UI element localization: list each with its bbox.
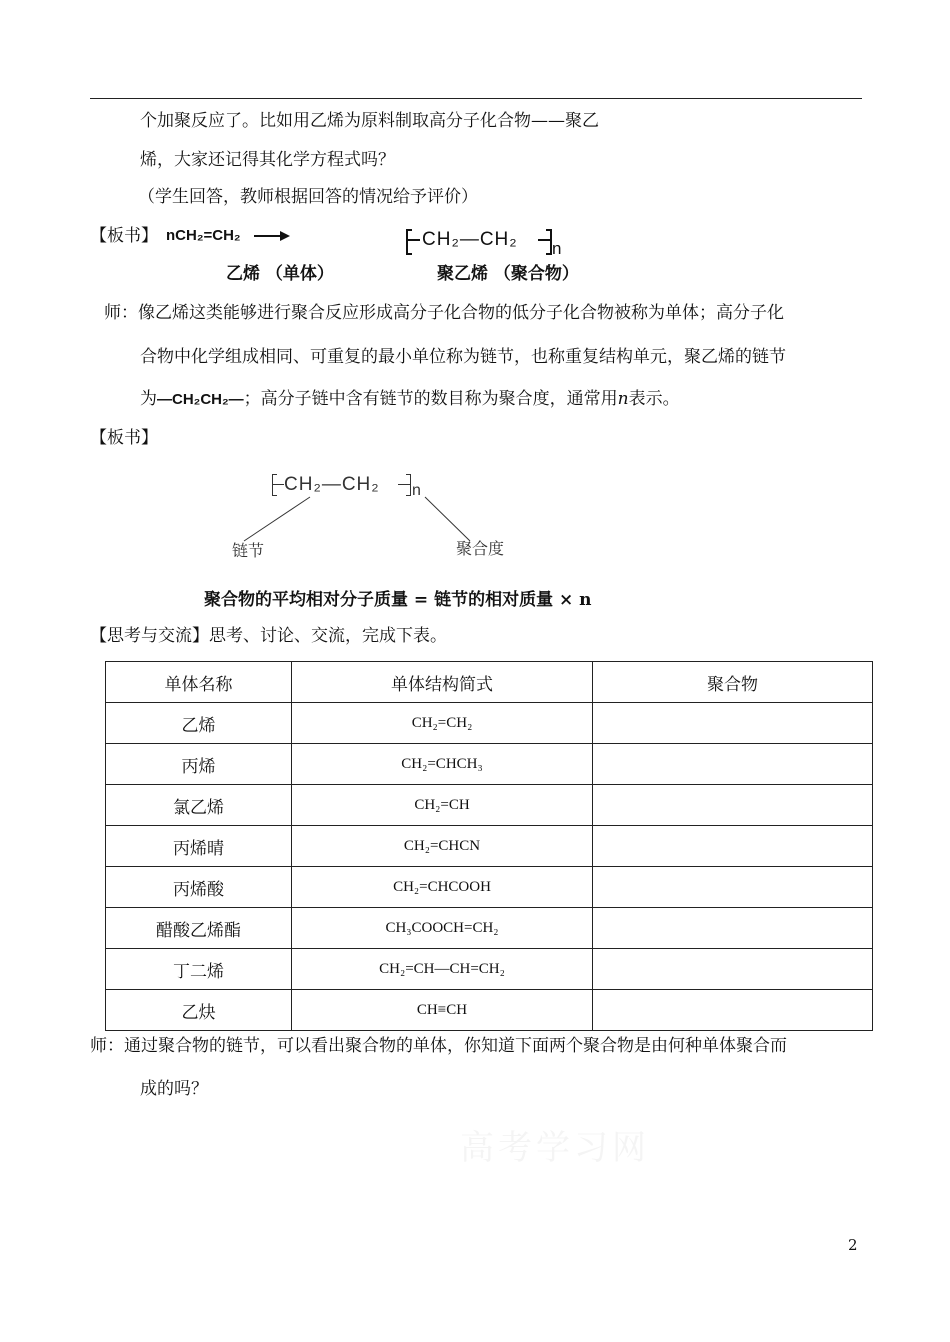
annotation-lines xyxy=(230,495,490,545)
watermark: 高考学习网 xyxy=(460,1128,650,1168)
left-bracket-icon xyxy=(272,474,277,496)
paragraph-line-2: 烯，大家还记得其化学方程式吗？ xyxy=(140,150,395,170)
table-row xyxy=(106,990,873,1031)
polymer-cell[interactable] xyxy=(593,826,873,867)
monomer-name-cell: 丙烯晴 xyxy=(106,826,292,867)
monomer-table xyxy=(105,661,873,1031)
monomer-name-cell: 乙炔 xyxy=(106,990,292,1031)
reaction-reactant: nCH₂=CH₂ xyxy=(166,227,241,244)
polymer-cell[interactable] xyxy=(593,785,873,826)
chain-link-label: 链节 xyxy=(232,541,265,560)
ethylene-label: 乙烯 （单体） xyxy=(226,264,334,284)
polymer-cell[interactable] xyxy=(593,867,873,908)
monomer-name-cell: 丙烯 xyxy=(106,744,292,785)
polymer-cell[interactable] xyxy=(593,703,873,744)
left-bond-icon xyxy=(406,239,420,241)
polymer-cell[interactable] xyxy=(593,990,873,1031)
table-row xyxy=(106,744,873,785)
degree-symbol: n xyxy=(412,482,421,499)
polymer-cell[interactable] xyxy=(593,744,873,785)
monomer-formula-cell: CH≡CH xyxy=(292,990,593,1031)
degree-label: 聚合度 xyxy=(456,539,505,558)
monomer-formula-cell: CH₂=CH—CH=CH₂ xyxy=(292,949,593,990)
teacher-line-2: 合物中化学组成相同、可重复的最小单位称为链节，也称重复结构单元，聚乙烯的链节 xyxy=(140,347,786,367)
header-polymer: 聚合物 xyxy=(593,662,873,703)
monomer-formula-cell: CH₂=CHCH₃ xyxy=(292,744,593,785)
teacher2-line-1: 师：通过聚合物的链节，可以看出聚合物的单体，你知道下面两个聚合物是由何种单体聚合而 xyxy=(90,1036,787,1056)
degree-symbol: n xyxy=(552,239,562,258)
table-header-row xyxy=(106,662,873,703)
monomer-formula-cell: CH₂=CH₂ xyxy=(292,703,593,744)
monomer-formula-cell: CH₂=CH xyxy=(292,785,593,826)
reaction-arrow-icon xyxy=(252,228,292,244)
left-bond-icon xyxy=(272,484,284,485)
monomer-name-cell: 丙烯酸 xyxy=(106,867,292,908)
page-number: 2 xyxy=(848,1236,858,1254)
table-row xyxy=(106,908,873,949)
table-row xyxy=(106,949,873,990)
header-monomer-formula: 单体结构简式 xyxy=(292,662,593,703)
teacher-line-3-middle: ；高分子链中含有链节的数目称为聚合度，通常用 xyxy=(243,389,618,409)
polyethylene-label: 聚乙烯 （聚合物） xyxy=(437,264,579,284)
board-label-1: 【板书】 xyxy=(90,226,158,246)
n-symbol: n xyxy=(617,389,629,409)
molecular-mass-formula: 聚合物的平均相对分子质量 = 链节的相对质量 × n xyxy=(204,590,592,610)
right-bracket-icon xyxy=(406,474,411,496)
monomer-formula-cell: CH₃COOCH=CH₂ xyxy=(292,908,593,949)
polymer-cell[interactable] xyxy=(593,908,873,949)
table-row xyxy=(106,826,873,867)
teacher-line-1: 师：像乙烯这类能够进行聚合反应形成高分子化合物的低分子化合物被称为单体；高分子化 xyxy=(104,303,784,323)
chain-unit-formula: —CH₂CH₂— xyxy=(157,391,244,408)
think-exchange-prompt: 【思考与交流】思考、讨论、交流，完成下表。 xyxy=(90,626,447,646)
board-label-2: 【板书】 xyxy=(90,428,158,448)
header-rule xyxy=(90,98,862,99)
monomer-formula-cell: CH₂=CHCN xyxy=(292,826,593,867)
degree-pointer xyxy=(425,497,470,541)
monomer-name-cell: 乙烯 xyxy=(106,703,292,744)
teacher-line-3-suffix: 表示。 xyxy=(628,389,680,409)
paragraph-line-3: （学生回答，教师根据回答的情况给予评价） xyxy=(138,187,478,207)
chain-link-pointer xyxy=(244,497,310,541)
monomer-formula-cell: CH₂=CHCOOH xyxy=(292,867,593,908)
teacher2-line-2: 成的吗？ xyxy=(140,1079,208,1099)
table-row xyxy=(106,867,873,908)
table-row xyxy=(106,785,873,826)
teacher-line-3-prefix: 为 xyxy=(140,389,157,409)
polymer-cell[interactable] xyxy=(593,949,873,990)
paragraph-line-1: 个加聚反应了。比如用乙烯为原料制取高分子化合物——聚乙 xyxy=(140,111,599,131)
monomer-name-cell: 醋酸乙烯酯 xyxy=(106,908,292,949)
monomer-name-cell: 丁二烯 xyxy=(106,949,292,990)
header-monomer-name: 单体名称 xyxy=(106,662,292,703)
polyethylene-unit: CH₂—CH₂ xyxy=(422,229,518,250)
polyethylene-formula xyxy=(406,225,576,261)
table-row xyxy=(106,703,873,744)
teacher-line-3 xyxy=(140,391,680,408)
left-bracket-icon xyxy=(406,229,412,255)
chain-link-formula: CH₂—CH₂ xyxy=(284,474,380,495)
monomer-name-cell: 氯乙烯 xyxy=(106,785,292,826)
